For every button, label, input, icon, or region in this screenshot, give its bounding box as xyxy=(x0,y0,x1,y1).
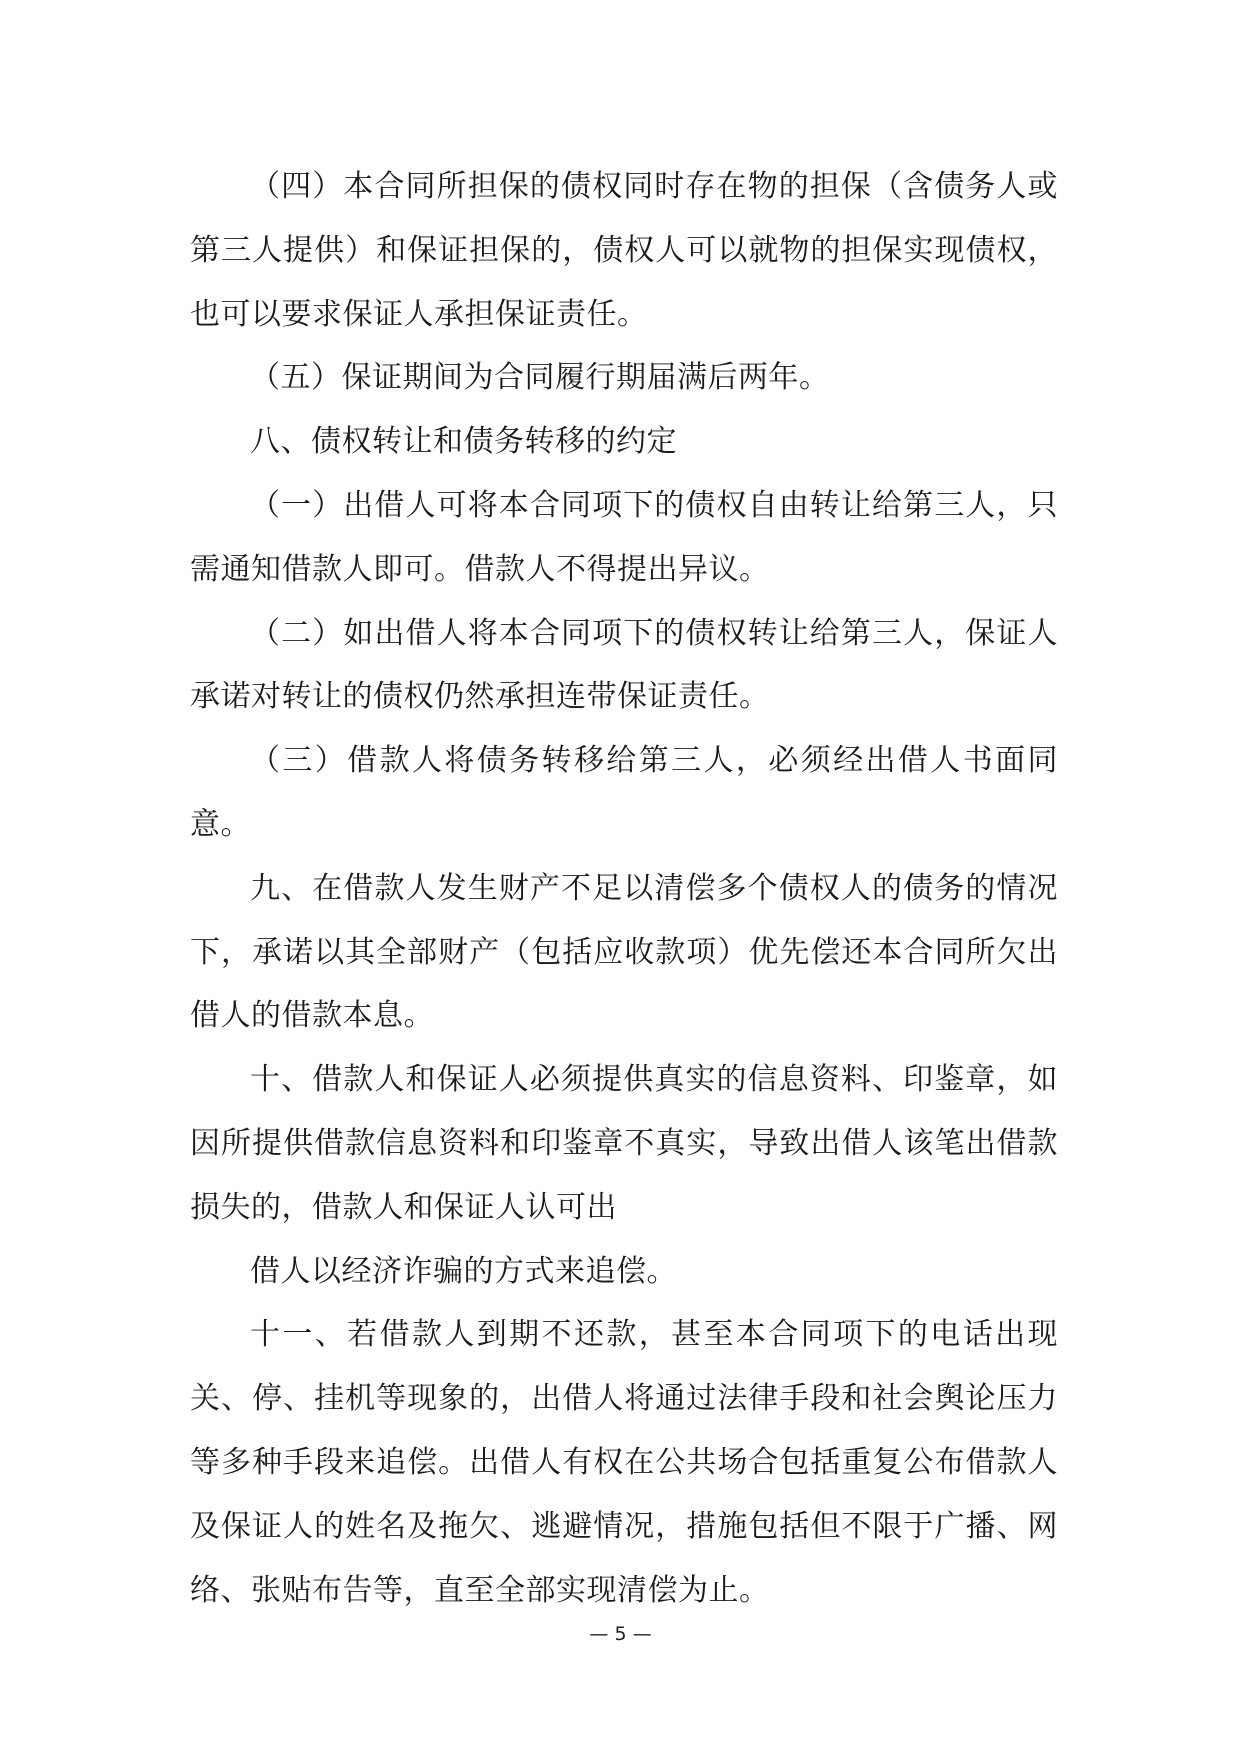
section-10-continuation: 借人以经济诈骗的方式来追偿。 xyxy=(250,1253,677,1289)
paragraph-guarantee-5: （五）保证期间为合同履行期届满后两年。 xyxy=(250,360,830,396)
paragraph-transfer-3: （三）借款人将债务转移给第三人，必须经出借人书面同意。 xyxy=(190,743,1058,842)
paragraph-guarantee-4: （四）本合同所担保的债权同时存在物的担保（含债务人或第三人提供）和保证担保的，债权人可以就物的担保实现债权，也可以要求保证人承担保证责任。 xyxy=(190,169,1058,332)
section-heading-8: 八、债权转让和债务转移的约定 xyxy=(250,424,677,460)
paragraph-transfer-1: （一）出借人可将本合同项下的债权自由转让给第三人，只需通知借款人即可。借款人不得提出异议。 xyxy=(190,487,1058,587)
section-9-paragraph: 九、在借款人发生财产不足以清偿多个债权人的债务的情况下，承诺以其全部财产（包括应收款项）优先偿还本合同所欠出借人的借款本息。 xyxy=(190,870,1058,1034)
section-10-paragraph: 十、借款人和保证人必须提供真实的信息资料、印鉴章，如因所提供借款信息资料和印鉴章不真实，导致出借人该笔出借款损失的，借款人和保证人认可出 xyxy=(190,1062,1058,1225)
document-body xyxy=(190,155,1058,1622)
section-11-paragraph: 十一、若借款人到期不还款，甚至本合同项下的电话出现关、停、挂机等现象的，出借人将通过法律手段和社会舆论压力等多种手段来追偿。出借人有权在公共场合包括重复公布借款人及保证人的姓名及拖欠、逃避情况，措施包括但不限于广播、网络、张贴布告等，直至全部实现清偿为止。 xyxy=(190,1317,1058,1608)
paragraph-transfer-2: （二）如出借人将本合同项下的债权转让给第三人，保证人承诺对转让的债权仍然承担连带保证责任。 xyxy=(190,615,1058,715)
page-number: — 5 — xyxy=(589,1623,652,1645)
